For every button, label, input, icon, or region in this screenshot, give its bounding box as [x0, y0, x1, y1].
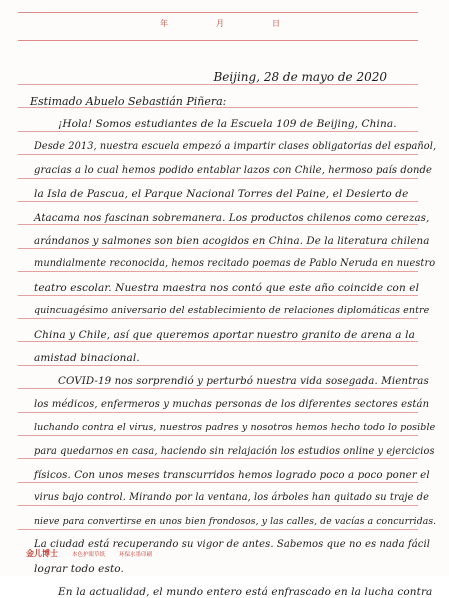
ruled-line [18, 271, 418, 272]
ruled-line [18, 505, 418, 506]
letter-line: lograr todo esto. [34, 562, 124, 575]
year-label: 年 [160, 19, 168, 28]
ruled-line [18, 154, 418, 155]
letter-line: virus bajo control. Mirando por la ventana, los árboles han quitado su traje de [34, 492, 429, 504]
letter-line: China y Chile, así que queremos aportar nuestro granito de arena a la [34, 328, 415, 341]
day-label: 日 [272, 19, 280, 28]
letter-line: físicos. Con unos meses transcurridos hemos logrado poco a poco poner el [34, 469, 430, 481]
letter-line: Desde 2013, nuestra escuela empezó a impartir clases obligatorias del español, [34, 141, 437, 153]
letter-line: los médicos, enfermeros y muchas personas de los diferentes sectores están [34, 398, 430, 410]
letter-line: quincuagésimo aniversario del establecimiento de relaciones diplomáticas entre [34, 305, 430, 317]
slogan-label: 本色护眼草纸 [72, 552, 106, 558]
watermark-label: 环保水墨印刷 [119, 552, 153, 558]
ruled-line [18, 224, 418, 225]
letter-line: luchando contra el virus, nuestros padres y nosotros hemos hecho todo lo posible [34, 422, 436, 434]
ruled-line [18, 295, 418, 296]
ruled-line [18, 178, 418, 179]
month-label: 月 [216, 19, 224, 28]
ruled-line [18, 458, 418, 459]
letter-line: para quedarnos en casa, haciendo sin relajación los estudios online y ejercicios [34, 445, 435, 457]
ruled-line [18, 318, 418, 319]
salutation: Estimado Abuelo Sebastián Piñera: [30, 95, 227, 108]
letter-line: COVID-19 nos sorprendió y perturbó nuestra vida sosegada. Mientras [58, 375, 429, 388]
ruled-line [18, 248, 418, 249]
ruled-line [18, 482, 418, 483]
letter-line: La ciudad está recuperando su vigor de antes. Sabemos que no es nada fácil [34, 539, 431, 551]
ruled-line [18, 388, 418, 389]
ruled-line [18, 201, 418, 202]
letter-line: nieve para convertirse en unos bien frondosos, y las calles, de vacías a concurridas. [34, 515, 437, 527]
letter-line: arándanos y salmones son bien acogidos en China. De la literatura chilena [34, 235, 430, 247]
ruled-line [18, 84, 418, 85]
ruled-line [18, 131, 418, 132]
letter-line: teatro escolar. Nuestra maestra nos contó que este año coincide con el [34, 281, 420, 294]
ruled-line [18, 412, 418, 413]
brand-label: 金儿博士 [26, 549, 58, 558]
letter-line: mundialmente reconocida, hemos recitado poemas de Pablo Neruda en nuestro [34, 258, 436, 270]
letter-line: amistad binacional. [34, 352, 140, 364]
letter-line: gracias a lo cual hemos podido entablar lazos con Chile, hermoso país donde [34, 164, 433, 176]
ruled-line [18, 435, 418, 436]
place-date: Beijing, 28 de mayo de 2020 [213, 70, 387, 84]
letter-line: ¡Hola! Somos estudiantes de la Escuela 109 de Beijing, China. [58, 118, 397, 130]
ruled-line [18, 365, 418, 366]
ruled-line [18, 529, 418, 530]
paper-footer [26, 548, 152, 559]
letter-line: la Isla de Pascua, el Parque Nacional Torres del Paine, el Desierto de [34, 188, 409, 201]
letter-line: En la actualidad, el mundo entero está enfrascado en la lucha contra [58, 586, 433, 598]
ruled-line [18, 341, 418, 342]
letter-line: Atacama nos fascinan sobremanera. Los productos chilenos como cerezas, [34, 211, 430, 224]
